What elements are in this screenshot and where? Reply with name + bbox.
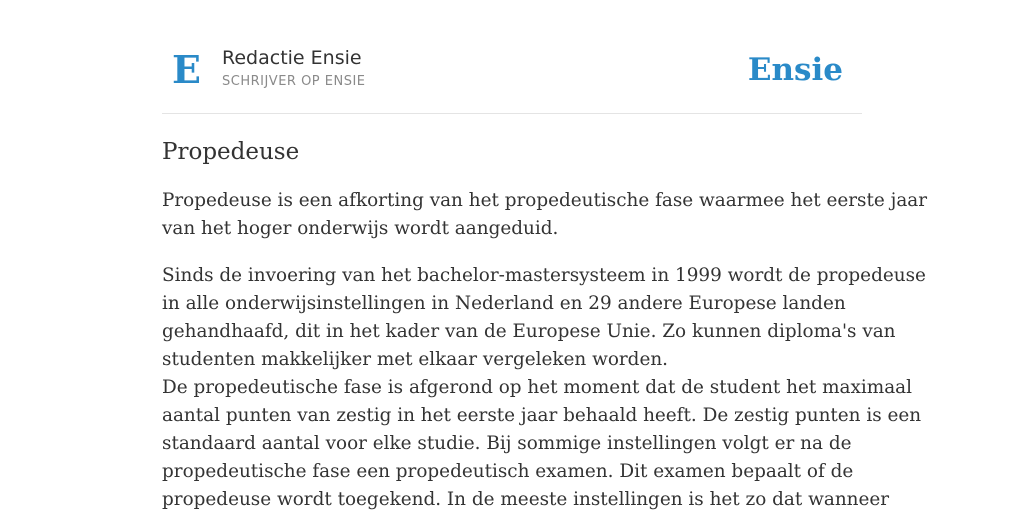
article [162, 136, 928, 512]
paragraph-line: Propedeuse is een afkorting van het propedeutische fase waarmee het eerste jaar [162, 190, 928, 211]
author-role: SCHRIJVER OP ENSIE [222, 74, 366, 89]
paragraph-line: van het hoger onderwijs wordt aangeduid. [162, 218, 559, 239]
author-header [162, 0, 862, 114]
author-name[interactable]: Redactie Ensie [222, 47, 362, 69]
article-paragraph [162, 262, 926, 512]
site-logo[interactable]: Ensie [747, 52, 843, 88]
paragraph-line: propedeuse wordt toegekend. In de meeste instellingen is het zo dat wanneer [162, 489, 890, 510]
paragraph-line: studenten makkelijker met elkaar vergeleken worden. [162, 349, 669, 370]
paragraph-line: gehandhaafd, dit in het kader van de Europese Unie. Zo kunnen diploma's van [162, 321, 896, 342]
article-title: Propedeuse [162, 139, 300, 165]
paragraph-line: aantal punten van zestig in het eerste jaar behaald heeft. De zestig punten is een [162, 405, 922, 426]
paragraph-line: standaard aantal voor elke studie. Bij sommige instellingen volgt er na de [162, 433, 852, 454]
paragraph-line: in alle onderwijsinstellingen in Nederland en 29 andere Europese landen [162, 293, 846, 314]
paragraph-line: Sinds de invoering van het bachelor-mastersysteem in 1999 wordt de propedeuse [162, 265, 926, 286]
paragraph-line: De propedeutische fase is afgerond op het moment dat de student het maximaal [162, 377, 913, 398]
article-paragraph [162, 187, 928, 243]
paragraph-line: propedeutische fase een propedeutisch examen. Dit examen bepaalt of de [162, 461, 854, 482]
author-avatar[interactable]: E [172, 47, 201, 92]
